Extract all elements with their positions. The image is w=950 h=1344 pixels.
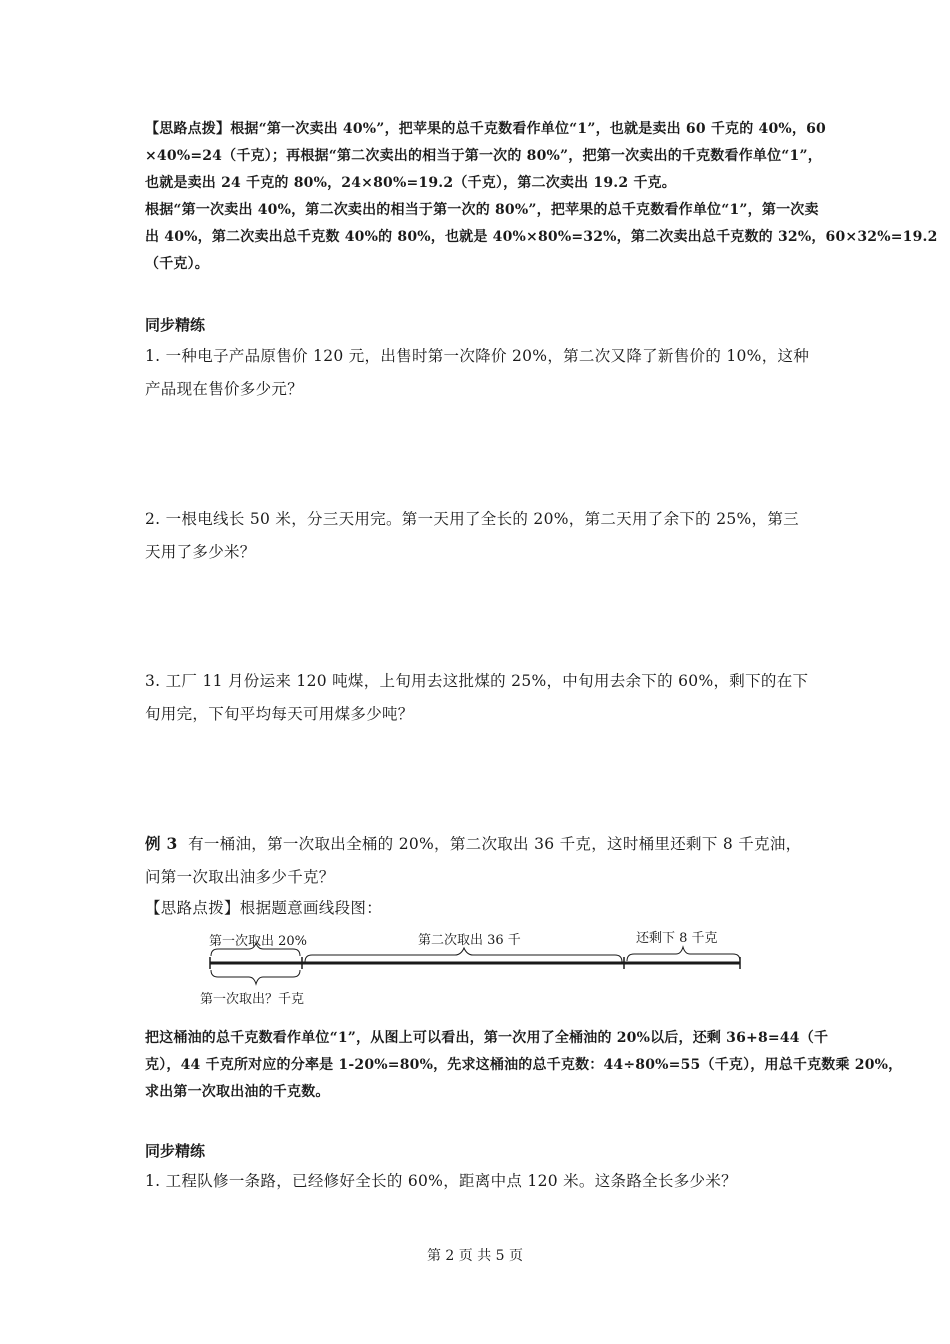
example3-solution — [145, 1025, 903, 1106]
brace-remaining — [627, 947, 740, 961]
practice-heading-2: 同步精练 — [145, 1142, 206, 1160]
practice2-question-1 — [145, 1165, 807, 1198]
example-3 — [145, 827, 807, 922]
solution-line-2: 克），44 千克所对应的分率是 1-20%=80%，先求这桶油的总千克数：44÷80%=55（千克），用总千克数乘 20%， — [145, 1057, 903, 1073]
q3-line-2: 旬用完，下旬平均每天可用煤多少吨？ — [145, 705, 414, 723]
practice1-question-2 — [145, 503, 807, 569]
hint1-line-4: 根据“第一次卖出 40%，第二次卖出的相当于第一次的 80%”，把苹果的总千克数看作单位“1”，第一次卖 — [145, 202, 819, 218]
diagram-label-question: 第一次取出？千克 — [200, 992, 305, 1007]
hint1-line-5: 出 40%，第二次卖出总千克数 40%的 80%，也就是 40%×80%=32%，第二次卖出总千克数的 32%，60×32%=19.2 — [145, 229, 938, 245]
hint1-line-2: ×40%=24（千克）；再根据“第二次卖出的相当于第一次的 80%”，把第一次卖出的千克数看作单位“1”， — [145, 148, 822, 164]
solution-line-1: 把这桶油的总千克数看作单位“1”，从图上可以看出，第一次用了全桶油的 20%以后，还剩 36+8=44（千 — [145, 1030, 829, 1046]
q3-line-1: 3. 工厂 11 月份运来 120 吨煤，上旬用去这批煤的 25%，中旬用去余下的 60%，剩下的在下 — [145, 672, 809, 690]
brace-second — [305, 948, 622, 962]
q1-line-2: 产品现在售价多少元？ — [145, 380, 304, 398]
example-hint-intro: 【思路点拨】根据题意画线段图： — [145, 899, 383, 917]
hint1-line-6: （千克）。 — [145, 256, 209, 272]
practice-heading-1: 同步精练 — [145, 316, 206, 334]
page-footer: 第 2 页 共 5 页 — [426, 1248, 524, 1264]
example-text-1: 有一桶油，第一次取出全桶的 20%，第二次取出 36 千克，这时桶里还剩下 8 千克油， — [188, 835, 802, 853]
example-text-2: 问第一次取出油多少千克？ — [145, 868, 335, 886]
q2-line-1: 2. 一根电线长 50 米，分三天用完。第一天用了全长的 20%，第二天用了余下的 25%，第三 — [145, 510, 799, 528]
diagram-label-remaining: 还剩下 8 千克 — [636, 931, 718, 946]
q2-line-2: 天用了多少米？ — [145, 543, 256, 561]
practice1-question-3 — [145, 665, 807, 731]
hint1-line-1: 【思路点拨】根据“第一次卖出 40%”，把苹果的总千克数看作单位“1”，也就是卖出 60 千克的 40%，60 — [145, 121, 826, 137]
hint1-line-3: 也就是卖出 24 千克的 80%，24×80%=19.2（千克），第二次卖出 19.2 千克。 — [145, 175, 676, 191]
hint-block-1 — [145, 116, 938, 278]
p2-q1-line: 1. 工程队修一条路，已经修好全长的 60%，距离中点 120 米。这条路全长多少米？ — [145, 1172, 737, 1190]
q1-line-1: 1. 一种电子产品原售价 120 元，出售时第一次降价 20%，第二次又降了新售价的 10%，这种 — [145, 347, 810, 365]
practice1-question-1 — [145, 340, 810, 406]
example-label: 例 3 — [145, 834, 178, 853]
diagram-label-first: 第一次取出 20% — [209, 934, 308, 949]
brace-question — [211, 970, 300, 984]
solution-line-3: 求出第一次取出油的千克数。 — [145, 1084, 330, 1100]
diagram-label-second: 第二次取出 36 千 — [418, 933, 521, 948]
